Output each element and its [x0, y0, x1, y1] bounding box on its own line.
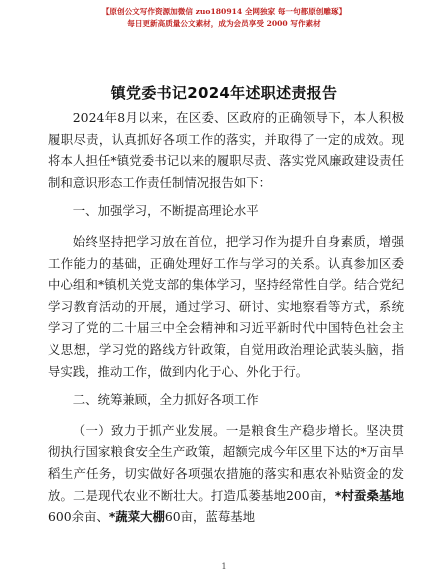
section-2-text-mid-1: 600余亩、	[48, 509, 109, 525]
section-2-paragraph	[48, 420, 404, 528]
intro-paragraph: 2024年8月以来，在区委、区政府的正确领导下，本人积极履职尽责，认真抓好各项工作的落实，并取得了一定的成效。现将本人担任*镇党委书记以来的履职尽责、落实党风廉政建设责任制和意识形态工作责任制情况报告如下：	[48, 110, 404, 190]
section-2-text-mid-2: 60亩，蓝莓基地	[164, 509, 255, 525]
section-2-text-lead: （一）致力于抓产业发展。一是粮食生产稳步增长。坚决贯彻执行国家粮食安全生产政策，超额完成今年区里下达的*万亩旱稻生产任务，切实做好各项强农措施的落实和惠农补贴资金的发放。二是现代农业不断壮大。打造瓜蒌基地200亩，	[48, 422, 404, 503]
promo-banner-line-2: 每日更新高质量公文素材，成为会员享受 2000 写作素材	[127, 19, 321, 28]
document-body	[48, 107, 404, 535]
promo-banner	[0, 6, 448, 30]
section-2-emphasis-1: *村蚕桑基地	[334, 487, 404, 503]
section-1-heading: 一、加强学习，不断提高理论水平	[72, 203, 259, 219]
section-2-heading: 二、统筹兼顾，全力抓好各项工作	[72, 392, 259, 408]
section-1-paragraph: 始终坚持把学习放在首位，把学习作为提升自身素质，增强工作能力的基础，正确处理好工作与学习的关系。认真参加区委中心组和*镇机关党支部的集体学习，坚持经常性自学。结合党纪学习教育活动的开展，通过学习、研讨、实地察看等方式，系统学习了党的二十届三中全会精神和习近平新时代中国特色社会主义思想，学习党的路线方针政策，自觉用政治理论武装头脑，指导实践，推动工作，做到内化于心、外化于行。	[48, 233, 404, 379]
promo-banner-line-1: 【原创公文写作资源加微信 zuo180914 全网独家 每一句都原创雕琢】	[101, 7, 347, 16]
page-number: 1	[221, 562, 227, 571]
document-title: 镇党委书记2024年述职述责报告	[110, 84, 338, 102]
section-2-emphasis-2: *蔬菜大棚	[108, 509, 165, 525]
